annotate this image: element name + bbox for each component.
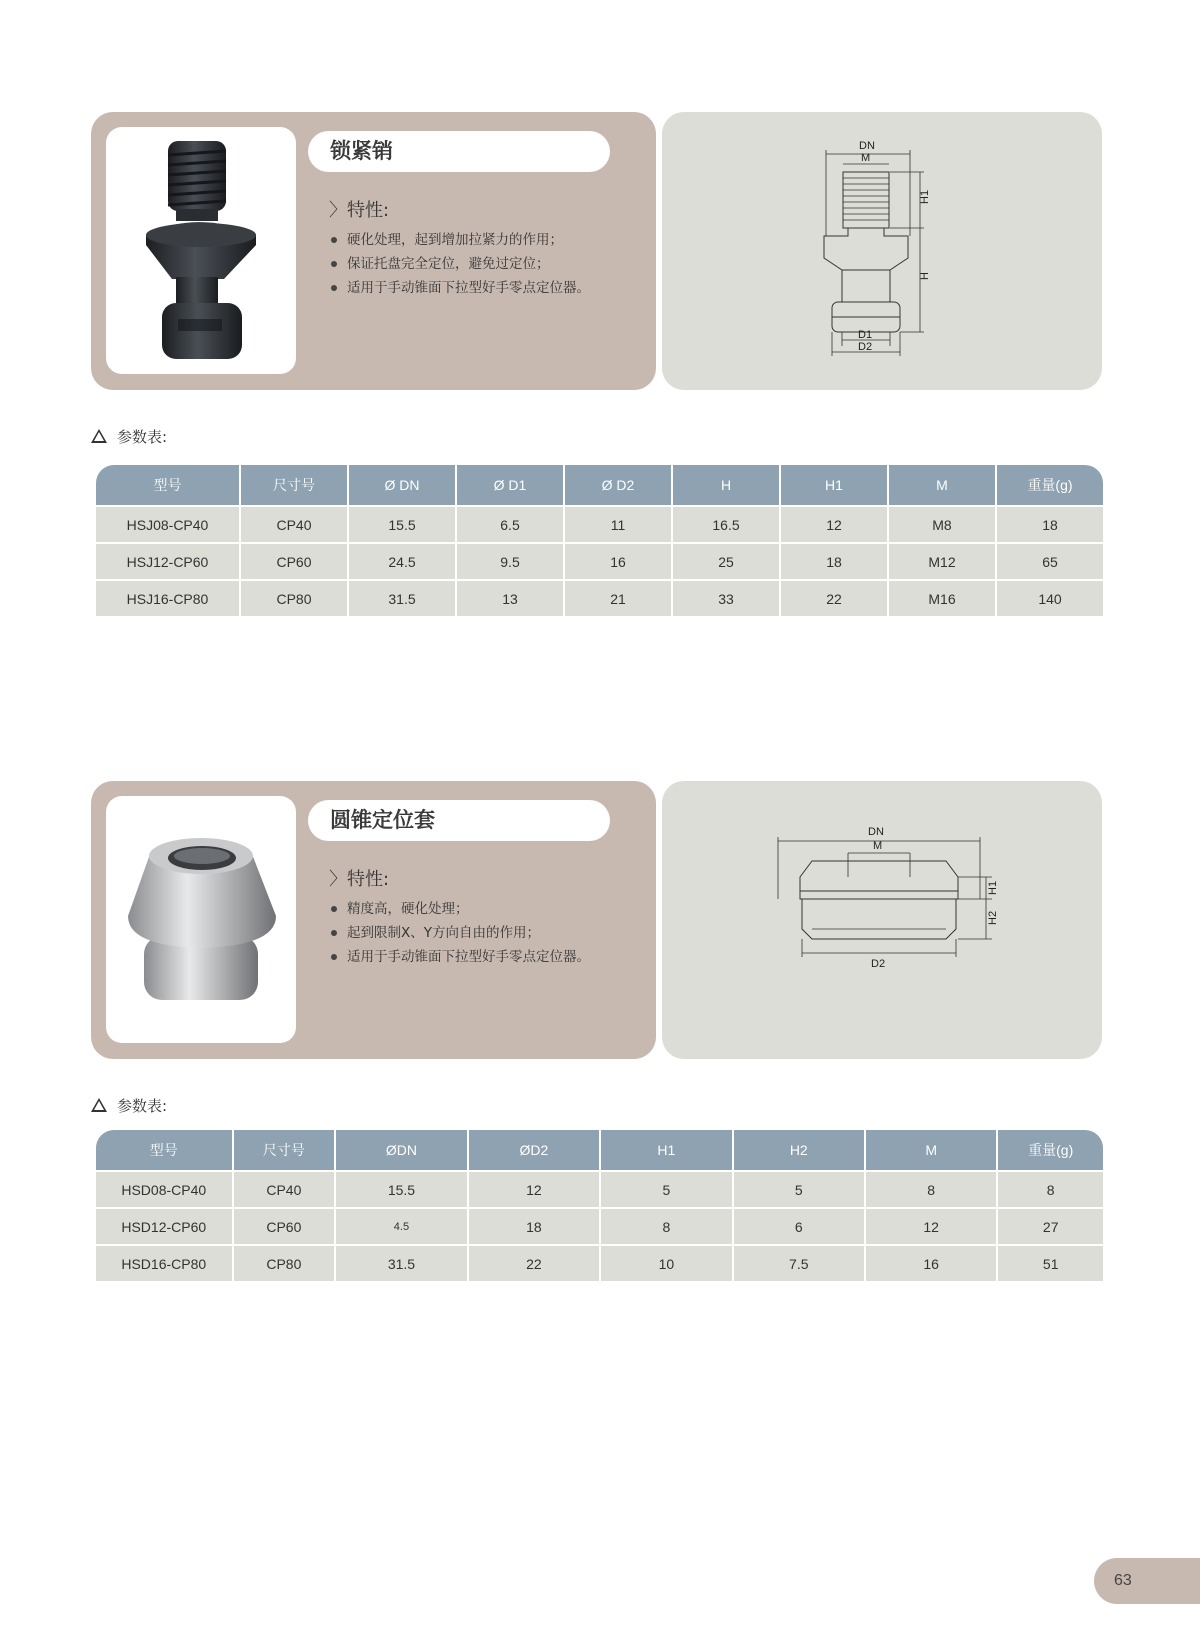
- dim-label-m: M: [861, 152, 871, 164]
- table-cell: 7.5: [734, 1246, 864, 1281]
- table-cell: 24.5: [349, 544, 455, 579]
- table-cell: 16: [866, 1246, 996, 1281]
- table-header-row: [96, 1130, 1103, 1170]
- col-header: Ø D2: [565, 465, 671, 505]
- table-cell: 27: [998, 1209, 1103, 1244]
- table-cell: 65: [997, 544, 1103, 579]
- table-header-row: [96, 465, 1103, 505]
- table-cell: 18: [469, 1209, 599, 1244]
- col-header: Ø D1: [457, 465, 563, 505]
- col-header: 尺寸号: [234, 1130, 335, 1170]
- feature-list: [329, 897, 590, 969]
- table-cell: 15.5: [349, 507, 455, 542]
- table-cell: HSJ08-CP40: [96, 507, 239, 542]
- table-cell: 12: [781, 507, 887, 542]
- col-header: 重量(g): [997, 465, 1103, 505]
- table-cell: 8: [998, 1172, 1103, 1207]
- table-cell: CP60: [241, 544, 347, 579]
- triangle-icon: [91, 429, 107, 443]
- product-card-locking-pin: [91, 112, 656, 390]
- table-cell: 6: [734, 1209, 864, 1244]
- table-cell: 140: [997, 581, 1103, 616]
- feature-item: 适用于手动锥面下拉型好手零点定位器。: [329, 945, 590, 969]
- table-cell: 33: [673, 581, 779, 616]
- page-number: 63: [1094, 1558, 1200, 1604]
- table-cell: M12: [889, 544, 995, 579]
- feature-item: 起到限制X、Y方向自由的作用；: [329, 921, 590, 945]
- table-cell: 18: [781, 544, 887, 579]
- table-cell: CP40: [234, 1172, 335, 1207]
- params-label-text: 参数表:: [117, 1097, 168, 1115]
- table-row: [96, 507, 1103, 542]
- table-cell: HSD12-CP60: [96, 1209, 232, 1244]
- table-cell: 31.5: [349, 581, 455, 616]
- table-row: [96, 544, 1103, 579]
- table-row: [96, 581, 1103, 616]
- col-header: H1: [781, 465, 887, 505]
- dim-label-h: H: [919, 272, 931, 280]
- dim-label-m: M: [873, 840, 883, 852]
- table-cell: 5: [734, 1172, 864, 1207]
- col-header: 型号: [96, 465, 239, 505]
- product-photo-cone-locator: [106, 796, 296, 1043]
- table-cell: 15.5: [336, 1172, 466, 1207]
- dim-label-dn: DN: [859, 140, 875, 152]
- table-cell: 16: [565, 544, 671, 579]
- triangle-icon: [91, 1098, 107, 1112]
- table-cell: HSD08-CP40: [96, 1172, 232, 1207]
- params-label: [91, 426, 167, 447]
- table-cell: 11: [565, 507, 671, 542]
- technical-drawing-cone-locator: [662, 781, 1102, 1059]
- params-table-cone-locator: [94, 1128, 1105, 1283]
- table-cell: HSD16-CP80: [96, 1246, 232, 1281]
- table-cell: 12: [866, 1209, 996, 1244]
- table-cell: CP80: [241, 581, 347, 616]
- col-header: 重量(g): [998, 1130, 1103, 1170]
- product-photo-locking-pin: [106, 127, 296, 374]
- features-heading: 〉特性:: [329, 200, 390, 221]
- dim-label-d2: D2: [858, 341, 873, 353]
- dim-label-dn: DN: [868, 826, 884, 838]
- table-cell: 12: [469, 1172, 599, 1207]
- table-cell: M16: [889, 581, 995, 616]
- dim-label-h1: H1: [919, 189, 931, 204]
- table-cell: M8: [889, 507, 995, 542]
- col-header: 尺寸号: [241, 465, 347, 505]
- params-label-text: 参数表:: [117, 428, 168, 446]
- feature-list: [329, 228, 590, 300]
- dim-label-h2: H2: [987, 910, 999, 925]
- table-row: [96, 1246, 1103, 1281]
- col-header: Ø DN: [349, 465, 455, 505]
- table-cell: 13: [457, 581, 563, 616]
- product-title: 锁紧销: [308, 131, 610, 172]
- col-header: 型号: [96, 1130, 232, 1170]
- col-header: M: [866, 1130, 996, 1170]
- table-cell: HSJ16-CP80: [96, 581, 239, 616]
- col-header: M: [889, 465, 995, 505]
- features-heading: 〉特性:: [329, 869, 390, 890]
- table-cell: 9.5: [457, 544, 563, 579]
- table-cell: 21: [565, 581, 671, 616]
- table-cell: CP60: [234, 1209, 335, 1244]
- table-cell: 22: [469, 1246, 599, 1281]
- table-cell: 22: [781, 581, 887, 616]
- table-cell: 4.5: [336, 1209, 466, 1244]
- table-cell: 6.5: [457, 507, 563, 542]
- col-header: H2: [734, 1130, 864, 1170]
- table-cell: CP80: [234, 1246, 335, 1281]
- feature-item: 硬化处理，起到增加拉紧力的作用；: [329, 228, 590, 252]
- table-cell: 25: [673, 544, 779, 579]
- table-cell: 18: [997, 507, 1103, 542]
- table-cell: 8: [601, 1209, 731, 1244]
- table-cell: 5: [601, 1172, 731, 1207]
- col-header: ØD2: [469, 1130, 599, 1170]
- feature-item: 精度高，硬化处理；: [329, 897, 590, 921]
- product-card-cone-locator: [91, 781, 656, 1059]
- table-cell: 31.5: [336, 1246, 466, 1281]
- table-cell: 8: [866, 1172, 996, 1207]
- dim-label-h1: H1: [987, 880, 999, 895]
- table-cell: 51: [998, 1246, 1103, 1281]
- table-cell: CP40: [241, 507, 347, 542]
- technical-drawing-locking-pin: [662, 112, 1102, 390]
- col-header: H1: [601, 1130, 731, 1170]
- feature-item: 适用于手动锥面下拉型好手零点定位器。: [329, 276, 590, 300]
- dim-label-d1: D1: [858, 329, 873, 341]
- table-cell: 10: [601, 1246, 731, 1281]
- col-header: H: [673, 465, 779, 505]
- params-table-locking-pin: [94, 463, 1105, 618]
- table-cell: HSJ12-CP60: [96, 544, 239, 579]
- product-title: 圆锥定位套: [308, 800, 610, 841]
- table-row: [96, 1172, 1103, 1207]
- col-header: ØDN: [336, 1130, 466, 1170]
- table-cell: 16.5: [673, 507, 779, 542]
- feature-item: 保证托盘完全定位，避免过定位；: [329, 252, 590, 276]
- dim-label-d2: D2: [871, 958, 886, 970]
- table-row: [96, 1209, 1103, 1244]
- params-label: [91, 1095, 167, 1116]
